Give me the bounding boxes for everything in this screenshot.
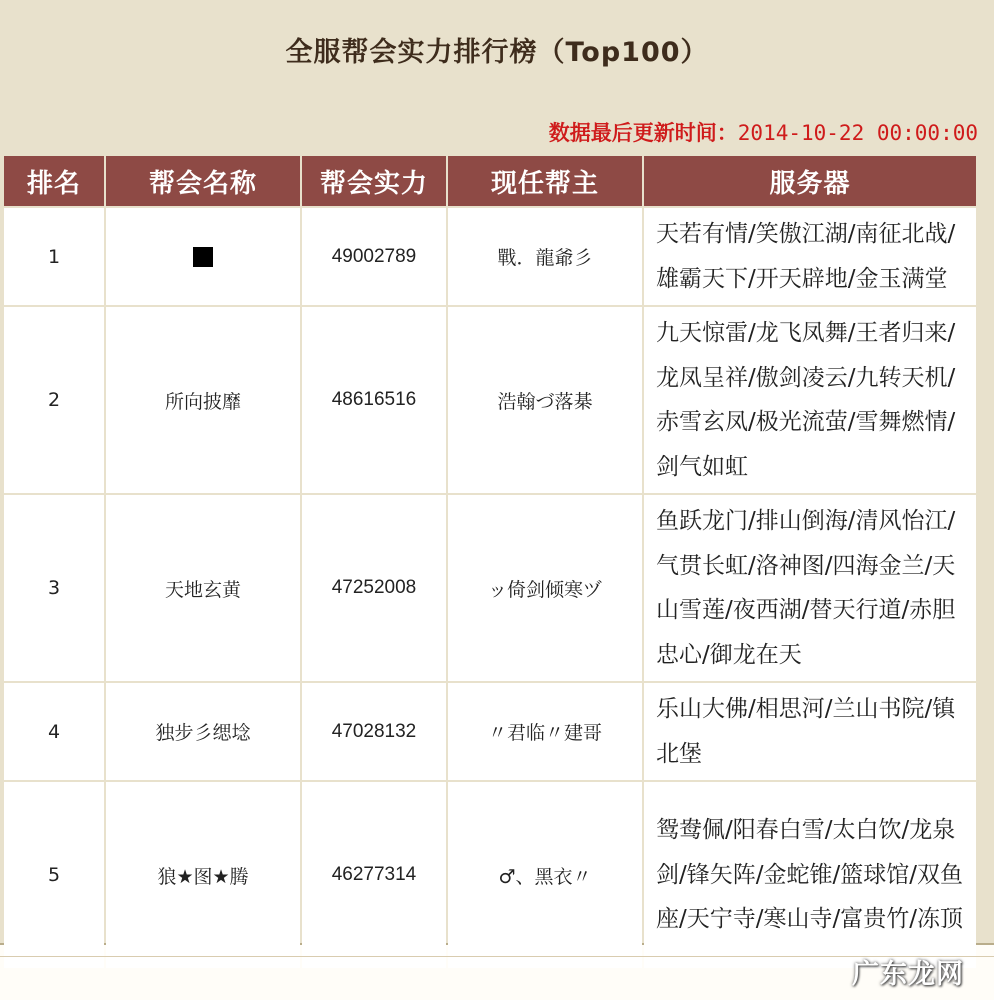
rank-cell: 1: [4, 208, 104, 305]
leader-cell: 浩翰づ落棊: [448, 307, 642, 493]
header-guild-power: 帮会实力: [302, 156, 446, 206]
table-row: [4, 683, 976, 780]
watermark: 广东龙网: [852, 959, 964, 990]
server-cell: 鸳鸯佩/阳春白雪/太白饮/龙泉剑/锋矢阵/金蛇锥/篮球馆/双鱼座/天宁寺/寒山寺/富贵竹/冻顶: [644, 782, 976, 968]
header-rank: 排名: [4, 156, 104, 206]
guild-power-cell: 49002789: [302, 208, 446, 305]
rank-cell: 2: [4, 307, 104, 493]
rank-cell: 5: [4, 782, 104, 968]
rank-cell: 3: [4, 495, 104, 681]
table-row: [4, 307, 976, 493]
header-guild-name: 帮会名称: [106, 156, 300, 206]
guild-name-cell: 狼★图★腾: [106, 782, 300, 968]
guild-power-cell: 48616516: [302, 307, 446, 493]
header-leader: 现任帮主: [448, 156, 642, 206]
rank-cell: 4: [4, 683, 104, 780]
table-row: [4, 208, 976, 305]
server-cell: 鱼跃龙门/排山倒海/清风怡江/气贯长虹/洛神图/四海金兰/天山雪莲/夜西湖/替天行道/赤胆忠心/御龙在天: [644, 495, 976, 681]
guild-power-cell: 47028132: [302, 683, 446, 780]
leader-cell: 戰．龍爺彡: [448, 208, 642, 305]
update-time-label: 数据最后更新时间：: [548, 121, 738, 145]
guild-power-cell: 46277314: [302, 782, 446, 968]
ranking-table: [2, 154, 978, 970]
server-cell: 乐山大佛/相思河/兰山书院/镇北堡: [644, 683, 976, 780]
table-header-row: [4, 156, 976, 206]
leader-cell: ♂、黑衣〃: [448, 782, 642, 968]
header-server: 服务器: [644, 156, 976, 206]
update-time-value: 2014-10-22 00:00:00: [737, 121, 978, 145]
guild-name-cell: 天地玄黄: [106, 495, 300, 681]
guild-power-cell: 47252008: [302, 495, 446, 681]
server-cell: 九天惊雷/龙飞凤舞/王者归来/龙凤呈祥/傲剑凌云/九转天机/赤雪玄凤/极光流萤/雪舞燃情/剑气如虹: [644, 307, 976, 493]
table-row: [4, 495, 976, 681]
table-row: [4, 782, 976, 968]
page-title: 全服帮会实力排行榜（Top100）: [285, 37, 709, 68]
leader-cell: 〃君临〃建哥: [448, 683, 642, 780]
guild-name-cell: 独步彡缌埝: [106, 683, 300, 780]
bottom-divider: [0, 956, 994, 957]
update-time: [549, 117, 978, 147]
black-square-icon: [193, 247, 213, 267]
server-cell: 天若有情/笑傲江湖/南征北战/雄霸天下/开天辟地/金玉满堂: [644, 208, 976, 305]
guild-name-cell: [106, 208, 300, 305]
guild-name-cell: 所向披靡: [106, 307, 300, 493]
leader-cell: ッ倚剑倾寒ヅ: [448, 495, 642, 681]
